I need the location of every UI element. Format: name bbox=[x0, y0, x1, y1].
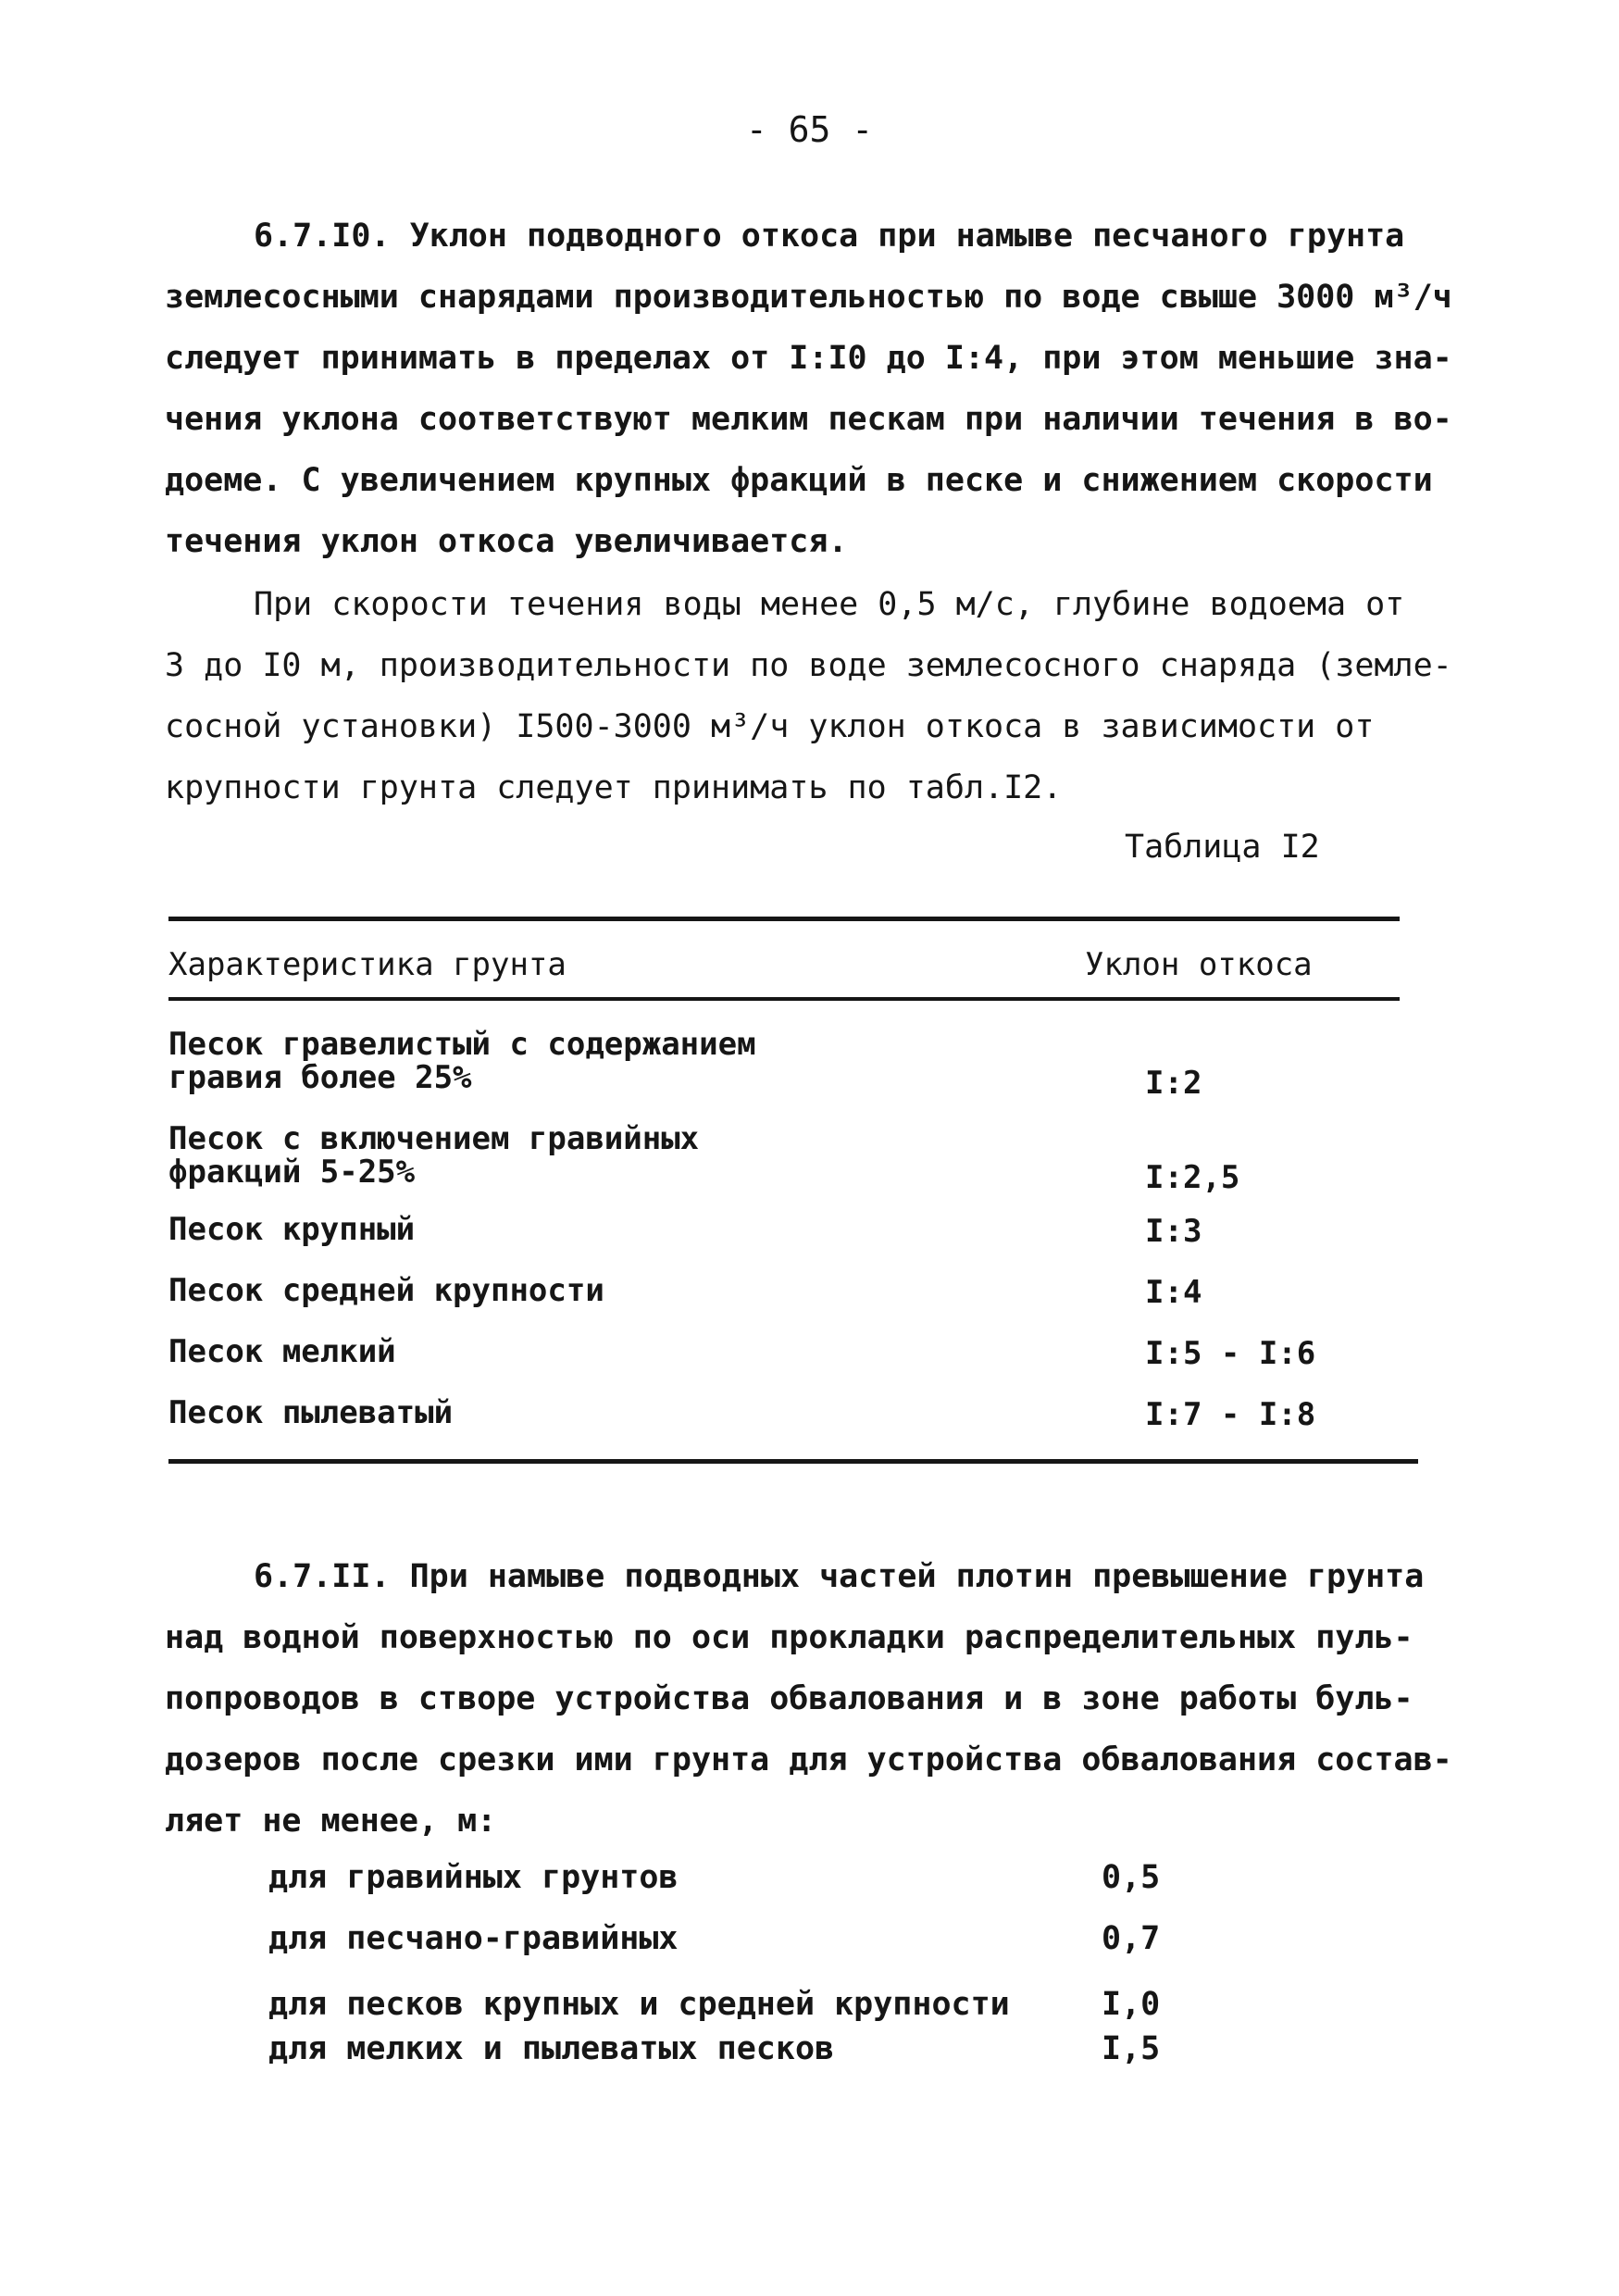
text-line: ляет не менее, м: bbox=[165, 1803, 497, 1840]
cell-line: Песок с включением гравийных bbox=[168, 1120, 700, 1157]
text-line: 6.7.II. При намыве подводных частей плотин превышение грунта bbox=[254, 1558, 1425, 1595]
table-cell-soil bbox=[168, 1028, 756, 1094]
table-bottom-rule bbox=[168, 1459, 1418, 1464]
table-cell-soil bbox=[168, 1122, 699, 1189]
list-label: для песков крупных и средней крупности bbox=[268, 1986, 1010, 2023]
text-line: крупности грунта следует принимать по табл.I2. bbox=[165, 769, 1063, 806]
cell-line: гравия более 25% bbox=[168, 1059, 472, 1096]
cell-line: Песок гравелистый с содержанием bbox=[168, 1026, 756, 1063]
table-cell-slope: I:3 bbox=[1145, 1213, 1202, 1250]
table-cell-soil: Песок крупный bbox=[168, 1211, 416, 1248]
text-line: дозеров после срезки ими грунта для устройства обвалования состав- bbox=[165, 1741, 1452, 1778]
text-line: попроводов в створе устройства обвалования и в зоне работы буль- bbox=[165, 1680, 1414, 1717]
text-line: следует принимать в пределах от I:I0 до I:4, при этом меньшие зна- bbox=[165, 340, 1452, 377]
table-cell-soil: Песок пылеватый bbox=[168, 1394, 454, 1431]
text-line: землесосными снарядами производительностью по воде свыше 3000 м³/ч bbox=[165, 279, 1452, 316]
list-value: I,0 bbox=[1102, 1986, 1161, 2023]
page-number: - 65 - bbox=[745, 109, 874, 150]
table-cell-slope: I:7 - I:8 bbox=[1145, 1396, 1316, 1433]
list-value: 0,7 bbox=[1102, 1920, 1161, 1957]
table-cell-slope: I:5 - I:6 bbox=[1145, 1335, 1316, 1372]
list-label: для песчано-гравийных bbox=[268, 1920, 679, 1957]
text-line: 6.7.I0. Уклон подводного откоса при намыве песчаного грунта bbox=[254, 218, 1405, 255]
table-top-rule bbox=[168, 917, 1400, 921]
text-line: чения уклона соответствуют мелким пескам при наличии течения в во- bbox=[165, 401, 1452, 438]
table-cell-soil: Песок мелкий bbox=[168, 1333, 396, 1370]
text-line: сосной установки) I500-3000 м³/ч уклон откоса в зависимости от bbox=[165, 708, 1375, 745]
flow-conditions-paragraph bbox=[165, 574, 1452, 818]
list-label: для мелких и пылеватых песков bbox=[268, 2030, 835, 2067]
table-cell-slope: I:2,5 bbox=[1145, 1159, 1240, 1196]
list-value: 0,5 bbox=[1102, 1859, 1161, 1896]
table-header-soil: Характеристика грунта bbox=[168, 946, 567, 983]
table-cell-slope: I:4 bbox=[1145, 1274, 1202, 1311]
section-6-7-10-text bbox=[165, 206, 1452, 572]
cell-line: фракций 5-25% bbox=[168, 1154, 416, 1191]
list-label: для гравийных грунтов bbox=[268, 1859, 679, 1896]
text-line: 3 до I0 м, производительности по воде землесосного снаряда (земле- bbox=[165, 647, 1452, 684]
table-caption: Таблица I2 bbox=[1125, 829, 1320, 866]
table-header-slope: Уклон откоса bbox=[1085, 946, 1313, 983]
text-line: над водной поверхностью по оси прокладки распределительных пуль- bbox=[165, 1619, 1414, 1656]
text-line: При скорости течения воды менее 0,5 м/с, глубине водоема от bbox=[254, 586, 1405, 623]
section-6-7-11-text bbox=[165, 1546, 1452, 1852]
text-line: доеме. С увеличением крупных фракций в песке и снижением скорости bbox=[165, 462, 1433, 499]
text-line: течения уклон откоса увеличивается. bbox=[165, 523, 848, 560]
list-value: I,5 bbox=[1102, 2030, 1161, 2067]
table-header-rule bbox=[168, 997, 1400, 1001]
table-cell-slope: I:2 bbox=[1145, 1065, 1202, 1102]
table-cell-soil: Песок средней крупности bbox=[168, 1272, 604, 1309]
